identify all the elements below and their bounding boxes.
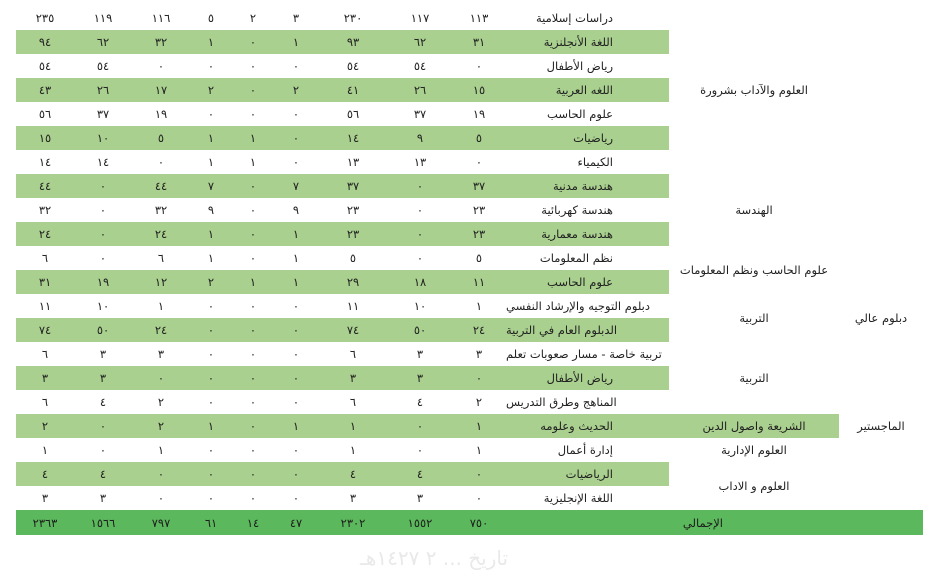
course-name: اللغة الإنجليزية <box>506 486 669 510</box>
degree-name: دبلوم عالي <box>839 294 923 342</box>
total-value: ١٥٥٢ <box>388 510 452 535</box>
cell-value: ٠ <box>232 438 274 462</box>
cell-value: ٩ <box>274 198 318 222</box>
cell-value: ١٣ <box>318 150 388 174</box>
cell-value: ٠ <box>232 366 274 390</box>
total-value: ٧٥٠ <box>452 510 506 535</box>
cell-value: ٤ <box>388 390 452 414</box>
cell-value: ١ <box>318 438 388 462</box>
cell-value: ٠ <box>190 462 232 486</box>
cell-value: ٩٤ <box>16 30 74 54</box>
cell-value: ٠ <box>274 54 318 78</box>
cell-value: ٦ <box>16 246 74 270</box>
cell-value: ٠ <box>190 342 232 366</box>
cell-value: ٠ <box>132 486 190 510</box>
course-name: الرياضيات <box>506 462 669 486</box>
cell-value: ١ <box>190 150 232 174</box>
cell-value: ٠ <box>388 198 452 222</box>
total-value: ٢٣٦٣ <box>16 510 74 535</box>
cell-value: ٤ <box>74 390 132 414</box>
cell-value: ٠ <box>190 390 232 414</box>
cell-value: ١٨ <box>388 270 452 294</box>
cell-value: ٥ <box>318 246 388 270</box>
cell-value: ٠ <box>74 198 132 222</box>
cell-value: ٦ <box>16 342 74 366</box>
cell-value: ١ <box>190 246 232 270</box>
course-name: هندسة كهربائية <box>506 198 669 222</box>
cell-value: ٠ <box>232 198 274 222</box>
cell-value: ٠ <box>190 438 232 462</box>
table-row <box>16 342 923 366</box>
cell-value: ٠ <box>232 318 274 342</box>
cell-value: ٦٢ <box>388 30 452 54</box>
cell-value: ٠ <box>274 438 318 462</box>
cell-value: ٠ <box>452 486 506 510</box>
course-name: المناهج وطرق التدريس <box>506 390 669 414</box>
course-name: الدبلوم العام في التربية <box>506 318 669 342</box>
table-row <box>16 414 923 438</box>
cell-value: ٠ <box>232 54 274 78</box>
cell-value: ٢ <box>190 270 232 294</box>
cell-value: ٠ <box>232 78 274 102</box>
cell-value: ٥ <box>452 126 506 150</box>
cell-value: ١١٦ <box>132 6 190 30</box>
cell-value: ٠ <box>274 366 318 390</box>
cell-value: ٤ <box>16 462 74 486</box>
cell-value: ١ <box>190 30 232 54</box>
cell-value: ٤٤ <box>16 174 74 198</box>
cell-value: ٠ <box>232 222 274 246</box>
course-name: إدارة أعمال <box>506 438 669 462</box>
cell-value: ٢ <box>132 414 190 438</box>
cell-value: ٢٤ <box>132 222 190 246</box>
cell-value: ١ <box>190 126 232 150</box>
cell-value: ١٩ <box>74 270 132 294</box>
table-row <box>16 462 923 486</box>
cell-value: ١٥ <box>452 78 506 102</box>
cell-value: ٠ <box>190 102 232 126</box>
cell-value: ٦ <box>132 246 190 270</box>
cell-value: ٠ <box>452 54 506 78</box>
cell-value: ٠ <box>232 342 274 366</box>
department-name: العلوم و الاداب <box>669 462 839 510</box>
cell-value: ١ <box>274 246 318 270</box>
cell-value: ١١٧ <box>388 6 452 30</box>
watermark: تاريخ ... ٢ ١٤٢٧هـ <box>360 546 509 570</box>
cell-value: ٠ <box>132 150 190 174</box>
cell-value: ٠ <box>232 486 274 510</box>
cell-value: ٠ <box>190 318 232 342</box>
cell-value: ١٩ <box>132 102 190 126</box>
cell-value: ٢٦ <box>74 78 132 102</box>
degree-name: الماجستير <box>839 342 923 510</box>
cell-value: ١ <box>274 30 318 54</box>
cell-value: ٤ <box>318 462 388 486</box>
total-value: ٢٣٠٢ <box>318 510 388 535</box>
department-name: التربية <box>669 294 839 342</box>
table-row <box>16 6 923 30</box>
cell-value: ٩٣ <box>318 30 388 54</box>
cell-value: ٠ <box>74 438 132 462</box>
cell-value: ٢٣٥ <box>16 6 74 30</box>
table-row <box>16 294 923 318</box>
cell-value: ٠ <box>232 462 274 486</box>
cell-value: ٠ <box>190 294 232 318</box>
cell-value: ٠ <box>190 54 232 78</box>
cell-value: ٠ <box>274 150 318 174</box>
cell-value: ١٤ <box>74 150 132 174</box>
cell-value: ٣٧ <box>318 174 388 198</box>
cell-value: ٠ <box>74 174 132 198</box>
cell-value: ١ <box>452 294 506 318</box>
cell-value: ٦٢ <box>74 30 132 54</box>
total-value: ١٤ <box>232 510 274 535</box>
cell-value: ٠ <box>190 366 232 390</box>
cell-value: ٢ <box>274 78 318 102</box>
total-row <box>16 510 923 535</box>
cell-value: ٧٤ <box>16 318 74 342</box>
cell-value: ٠ <box>274 294 318 318</box>
cell-value: ٠ <box>132 366 190 390</box>
cell-value: ٢ <box>132 390 190 414</box>
cell-value: ١ <box>132 294 190 318</box>
cell-value: ٠ <box>452 150 506 174</box>
cell-value: ١١ <box>452 270 506 294</box>
cell-value: ٣٢ <box>132 198 190 222</box>
cell-value: ٠ <box>274 390 318 414</box>
cell-value: ٠ <box>232 390 274 414</box>
cell-value: ٤ <box>388 462 452 486</box>
course-name: هندسة معمارية <box>506 222 669 246</box>
cell-value: ٣ <box>74 342 132 366</box>
cell-value: ٠ <box>388 222 452 246</box>
cell-value: ١٢ <box>132 270 190 294</box>
cell-value: ٤٤ <box>132 174 190 198</box>
cell-value: ١٧ <box>132 78 190 102</box>
department-name: علوم الحاسب ونظم المعلومات <box>669 246 839 294</box>
department-name: العلوم والآداب بشرورة <box>669 6 839 174</box>
cell-value: ٣ <box>452 342 506 366</box>
cell-value: ٣ <box>318 486 388 510</box>
department-name: الشريعة واصول الدين <box>669 414 839 438</box>
cell-value: ٠ <box>274 126 318 150</box>
cell-value: ٢٦ <box>388 78 452 102</box>
cell-value: ٢ <box>232 6 274 30</box>
cell-value: ١٤ <box>16 150 74 174</box>
cell-value: ٢٣ <box>452 222 506 246</box>
total-label: الإجمالي <box>506 510 923 535</box>
course-name: تربية خاصة - مسار صعوبات تعلم <box>506 342 669 366</box>
cell-value: ٥٦ <box>16 102 74 126</box>
cell-value: ٠ <box>274 486 318 510</box>
cell-value: ٣ <box>388 366 452 390</box>
department-name: الهندسة <box>669 174 839 246</box>
cell-value: ٧٤ <box>318 318 388 342</box>
cell-value: ٠ <box>232 30 274 54</box>
course-name: رياض الأطفال <box>506 54 669 78</box>
cell-value: ١ <box>16 438 74 462</box>
course-name: دراسات إسلامية <box>506 6 669 30</box>
cell-value: ١ <box>232 126 274 150</box>
cell-value: ١١ <box>318 294 388 318</box>
cell-value: ٠ <box>274 342 318 366</box>
cell-value: ٥٠ <box>74 318 132 342</box>
cell-value: ٣ <box>132 342 190 366</box>
total-value: ٧٩٧ <box>132 510 190 535</box>
cell-value: ٦ <box>318 342 388 366</box>
cell-value: ٣٢ <box>132 30 190 54</box>
cell-value: ٣ <box>16 486 74 510</box>
cell-value: ٠ <box>388 438 452 462</box>
department-name: العلوم الإدارية <box>669 438 839 462</box>
department-name: التربية <box>669 342 839 414</box>
table-row <box>16 246 923 270</box>
cell-value: ٠ <box>388 246 452 270</box>
table-row <box>16 174 923 198</box>
cell-value: ٣ <box>274 6 318 30</box>
cell-value: ٠ <box>232 174 274 198</box>
cell-value: ١٠ <box>74 126 132 150</box>
course-name: علوم الحاسب <box>506 270 669 294</box>
cell-value: ١ <box>132 438 190 462</box>
cell-value: ١ <box>318 414 388 438</box>
table-row <box>16 438 923 462</box>
cell-value: ٢٤ <box>452 318 506 342</box>
course-name: اللغة الأنجلنزية <box>506 30 669 54</box>
cell-value: ٠ <box>452 462 506 486</box>
cell-value: ٠ <box>132 462 190 486</box>
cell-value: ٠ <box>74 414 132 438</box>
cell-value: ٢٣ <box>318 198 388 222</box>
cell-value: ٥ <box>132 126 190 150</box>
cell-value: ٣ <box>388 342 452 366</box>
cell-value: ١٠ <box>74 294 132 318</box>
cell-value: ٥٤ <box>388 54 452 78</box>
course-name: اللغه العربية <box>506 78 669 102</box>
course-name: رياض الأطفال <box>506 366 669 390</box>
cell-value: ١١٣ <box>452 6 506 30</box>
cell-value: ٢٤ <box>132 318 190 342</box>
cell-value: ١ <box>274 414 318 438</box>
cell-value: ٩ <box>190 198 232 222</box>
cell-value: ٦ <box>318 390 388 414</box>
cell-value: ٥ <box>452 246 506 270</box>
cell-value: ٥٦ <box>318 102 388 126</box>
cell-value: ١٥ <box>16 126 74 150</box>
cell-value: ٠ <box>274 462 318 486</box>
cell-value: ٥٠ <box>388 318 452 342</box>
cell-value: ٠ <box>190 486 232 510</box>
cell-value: ١ <box>190 414 232 438</box>
cell-value: ٠ <box>388 414 452 438</box>
cell-value: ٢٣ <box>452 198 506 222</box>
cell-value: ٠ <box>232 246 274 270</box>
cell-value: ٢٣ <box>318 222 388 246</box>
cell-value: ٣ <box>318 366 388 390</box>
course-name: علوم الحاسب <box>506 102 669 126</box>
total-value: ٤٧ <box>274 510 318 535</box>
cell-value: ٢٩ <box>318 270 388 294</box>
cell-value: ٣٢ <box>16 198 74 222</box>
cell-value: ٠ <box>74 222 132 246</box>
cell-value: ٠ <box>132 54 190 78</box>
cell-value: ٣ <box>74 366 132 390</box>
course-name: رياضيات <box>506 126 669 150</box>
cell-value: ١١ <box>16 294 74 318</box>
cell-value: ٧ <box>274 174 318 198</box>
cell-value: ٣٧ <box>388 102 452 126</box>
cell-value: ٠ <box>388 174 452 198</box>
enrollment-statistics-table <box>16 6 923 535</box>
cell-value: ١ <box>452 414 506 438</box>
course-name: الكيمياء <box>506 150 669 174</box>
cell-value: ٣١ <box>452 30 506 54</box>
cell-value: ١١٩ <box>74 6 132 30</box>
degree-blank <box>839 6 923 294</box>
cell-value: ٥ <box>190 6 232 30</box>
cell-value: ١٩ <box>452 102 506 126</box>
cell-value: ٧ <box>190 174 232 198</box>
cell-value: ٠ <box>232 414 274 438</box>
cell-value: ٤٣ <box>16 78 74 102</box>
cell-value: ١٠ <box>388 294 452 318</box>
cell-value: ٠ <box>232 294 274 318</box>
statistics-table-container <box>16 6 923 535</box>
cell-value: ٦ <box>16 390 74 414</box>
cell-value: ٣١ <box>16 270 74 294</box>
cell-value: ٣٧ <box>452 174 506 198</box>
cell-value: ٣ <box>16 366 74 390</box>
cell-value: ٤١ <box>318 78 388 102</box>
cell-value: ٠ <box>232 102 274 126</box>
cell-value: ٠ <box>74 246 132 270</box>
course-name: نظم المعلومات <box>506 246 669 270</box>
cell-value: ١ <box>274 270 318 294</box>
total-value: ٦١ <box>190 510 232 535</box>
cell-value: ٢٣٠ <box>318 6 388 30</box>
cell-value: ٣ <box>388 486 452 510</box>
cell-value: ٩ <box>388 126 452 150</box>
total-value: ١٥٦٦ <box>74 510 132 535</box>
cell-value: ١ <box>190 222 232 246</box>
cell-value: ٣ <box>74 486 132 510</box>
course-name: هندسة مدنية <box>506 174 669 198</box>
cell-value: ١٤ <box>318 126 388 150</box>
cell-value: ١ <box>232 270 274 294</box>
cell-value: ١ <box>452 438 506 462</box>
cell-value: ٣٧ <box>74 102 132 126</box>
cell-value: ١٣ <box>388 150 452 174</box>
cell-value: ٠ <box>452 366 506 390</box>
cell-value: ٠ <box>274 102 318 126</box>
cell-value: ٢ <box>190 78 232 102</box>
cell-value: ١ <box>274 222 318 246</box>
cell-value: ٢٤ <box>16 222 74 246</box>
cell-value: ٥٤ <box>318 54 388 78</box>
cell-value: ٢ <box>452 390 506 414</box>
cell-value: ١ <box>232 150 274 174</box>
cell-value: ٥٤ <box>74 54 132 78</box>
cell-value: ٤ <box>74 462 132 486</box>
course-name: الحديث وعلومه <box>506 414 669 438</box>
cell-value: ٠ <box>274 318 318 342</box>
cell-value: ٥٤ <box>16 54 74 78</box>
course-name: دبلوم التوجيه والإرشاد النفسي <box>506 294 669 318</box>
cell-value: ٢ <box>16 414 74 438</box>
